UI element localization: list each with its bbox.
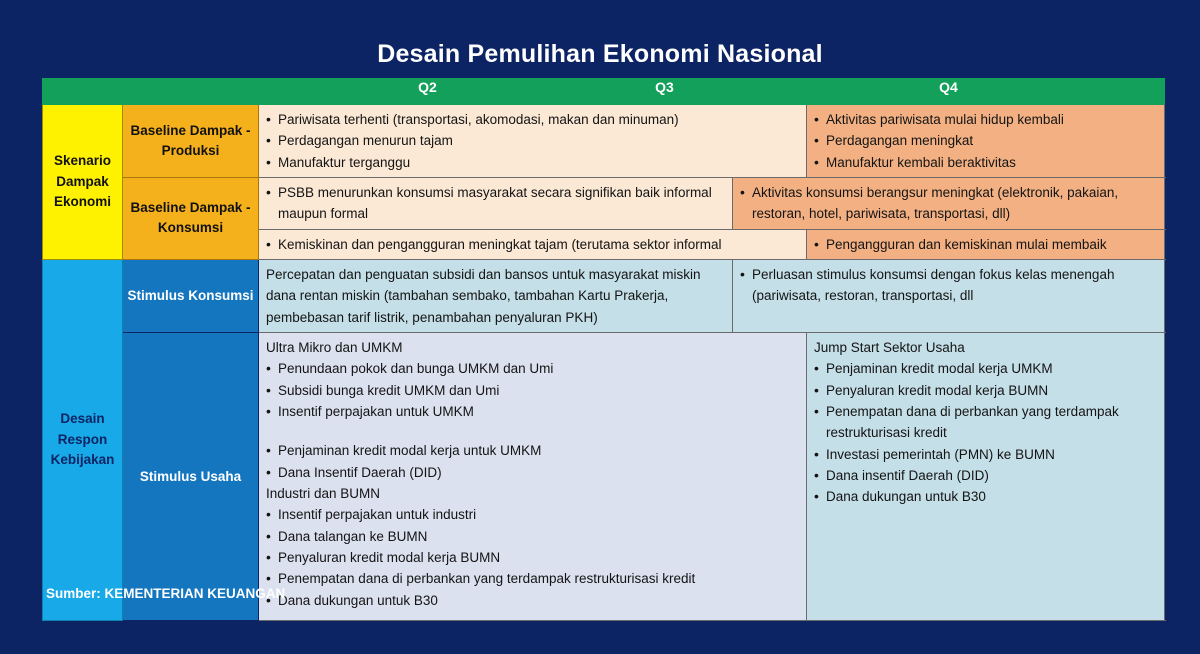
cell-stimulus-usaha-q4 [807,332,1165,620]
cell-produksi-q2 [259,105,807,178]
list-item: • Penjaminan kredit modal kerja untuk UMKM [266,440,800,461]
list-item: • Perluasan stimulus konsumsi dengan fokus kelas menengah (pariwisata, restoran, transportasi, dll [740,264,1158,307]
list-item: • Penempatan dana di perbankan yang terdampak restrukturisasi kredit [266,568,800,589]
header-q4: Q4 [733,79,1165,105]
list-item: • Dana dukungan untuk B30 [266,590,800,611]
list-item: • Manufaktur terganggu [266,152,800,173]
header-spacer [43,79,259,105]
cell-stimulus-konsumsi-q3 [733,259,1165,332]
row-label-baseline-konsumsi: Baseline Dampak - Konsumsi [123,177,259,259]
list-item: • Perdagangan meningkat [814,130,1158,151]
table-row [43,105,1165,178]
cell-stimulus-konsumsi-q2 [259,259,733,332]
cell-konsumsi-q2 [259,177,733,229]
list-item: • Dana Insentif Daerah (DID) [266,462,800,483]
category-skenario-dampak-ekonomi: Skenario Dampak Ekonomi [43,105,123,260]
list-item: • Penempatan dana di perbankan yang terdampak restrukturisasi kredit [814,401,1158,444]
page-title: Desain Pemulihan Ekonomi Nasional [377,40,823,68]
list-heading: Industri dan BUMN [266,485,381,501]
table-row [43,259,1165,332]
header-q3: Q3 [597,79,733,105]
table-row [43,332,1165,620]
list-item: Percepatan dan penguatan subsidi dan bansos untuk masyarakat miskin dana rentan miskin (tambahan sembako, tambahan Kartu Prakerja, pembebasan tarif listrik, penambahan penyaluran PKH) [266,266,701,325]
cell-konsumsi-q3 [733,177,1165,229]
source-footer: Sumber: KEMENTERIAN KEUANGAN [46,586,286,601]
list-item: • Insentif perpajakan untuk industri [266,504,800,525]
list-item: • Kemiskinan dan pengangguran meningkat tajam (terutama sektor informal [266,234,800,255]
row-label-stimulus-usaha: Stimulus Usaha [123,332,259,620]
list-item: • Subsidi bunga kredit UMKM dan Umi [266,380,800,401]
list-item: • Penundaan pokok dan bunga UMKM dan Umi [266,358,800,379]
cell-konsumsi-q4-wide [807,229,1165,259]
row-label-baseline-produksi: Baseline Dampak - Produksi [123,105,259,178]
list-item: • Penyaluran kredit modal kerja BUMN [814,380,1158,401]
list-item: • Insentif perpajakan untuk UMKM [266,401,800,422]
list-item: • Dana dukungan untuk B30 [814,486,1158,507]
list-item: • Dana talangan ke BUMN [266,526,800,547]
cell-stimulus-usaha-q2 [259,332,807,620]
header-q2: Q2 [259,79,597,105]
recovery-design-table [42,78,1165,621]
row-label-stimulus-konsumsi: Stimulus Konsumsi [123,259,259,332]
list-item: • Aktivitas pariwisata mulai hidup kembali [814,109,1158,130]
list-item: • Penyaluran kredit modal kerja BUMN [266,547,800,568]
cell-produksi-q4 [807,105,1165,178]
cell-konsumsi-q2-wide [259,229,807,259]
list-item: • Investasi pemerintah (PMN) ke BUMN [814,444,1158,465]
table-header-row [43,79,1165,105]
list-spacer [266,422,800,440]
list-item: • Pariwisata terhenti (transportasi, akomodasi, makan dan minuman) [266,109,800,130]
list-item: • Perdagangan menurun tajam [266,130,800,151]
list-item: • Penjaminan kredit modal kerja UMKM [814,358,1158,379]
list-item: • Manufaktur kembali beraktivitas [814,152,1158,173]
list-item: • Dana insentif Daerah (DID) [814,465,1158,486]
list-item: • PSBB menurunkan konsumsi masyarakat secara signifikan baik informal maupun formal [266,182,726,225]
list-heading: Jump Start Sektor Usaha [814,339,965,355]
category-desain-respon-kebijakan: Desain Respon Kebijakan [43,259,123,620]
table-row [43,177,1165,229]
list-item: • Aktivitas konsumsi berangsur meningkat (elektronik, pakaian, restoran, hotel, pariwisata, transportasi, dll) [740,182,1158,225]
list-heading: Ultra Mikro dan UMKM [266,339,403,355]
list-item: • Pengangguran dan kemiskinan mulai membaik [814,234,1158,255]
